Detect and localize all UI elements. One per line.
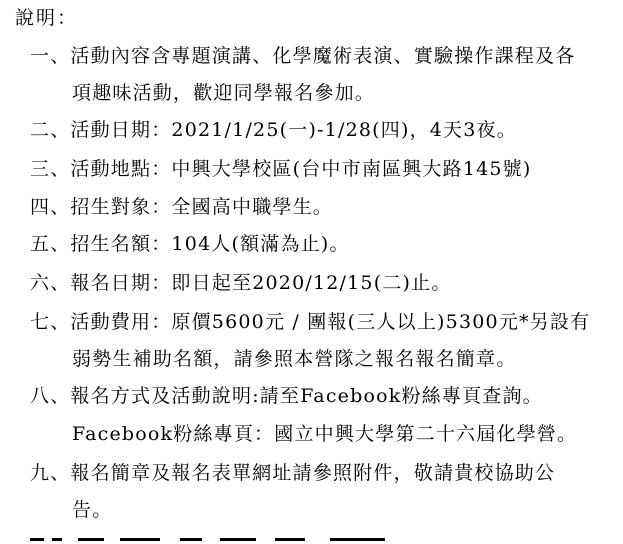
- item-number: 四、: [30, 196, 71, 218]
- item-continuation: 項趣味活動，歡迎同學報名參加。: [72, 82, 376, 104]
- item-number: 七、: [30, 311, 71, 333]
- item-number: 三、: [30, 158, 71, 180]
- item-number: 九、: [30, 462, 71, 484]
- item-text: 活動費用：原價5600元 / 團報(三人以上)5300元*另設有: [70, 311, 591, 333]
- item-text: 活動日期：2021/1/25(一)-1/28(四)，4天3夜。: [70, 119, 517, 141]
- item-text: 招生名額：104人(額滿為止)。: [70, 233, 350, 255]
- item-text: 報名方式及活動說明:請至Facebook粉絲專頁查詢。: [70, 385, 543, 407]
- item-number: 八、: [30, 385, 71, 407]
- item-number: 二、: [30, 119, 71, 141]
- item-text: 報名日期：即日起至2020/12/15(二)止。: [70, 272, 452, 294]
- item-number: 六、: [30, 272, 71, 294]
- item-text: 報名簡章及報名表單網址請參照附件，敬請貴校協助公: [70, 462, 556, 484]
- item-text: 招生對象：全國高中職學生。: [70, 196, 334, 218]
- item-continuation: 弱勢生補助名額，請參照本營隊之報名報名簡章。: [72, 348, 517, 370]
- item-number: 一、: [30, 45, 71, 67]
- item-continuation: 告。: [72, 499, 113, 521]
- item-continuation: Facebook粉絲專頁：國立中興大學第二十六屆化學營。: [72, 423, 578, 445]
- item-number: 五、: [30, 233, 71, 255]
- item-text: 活動內容含專題演講、化學魔術表演、實驗操作課程及各: [70, 45, 576, 67]
- cropped-next-line: [30, 532, 490, 544]
- item-text: 活動地點：中興大學校區(台中市南區興大路145號): [70, 158, 532, 180]
- section-heading: 說明：: [15, 7, 79, 29]
